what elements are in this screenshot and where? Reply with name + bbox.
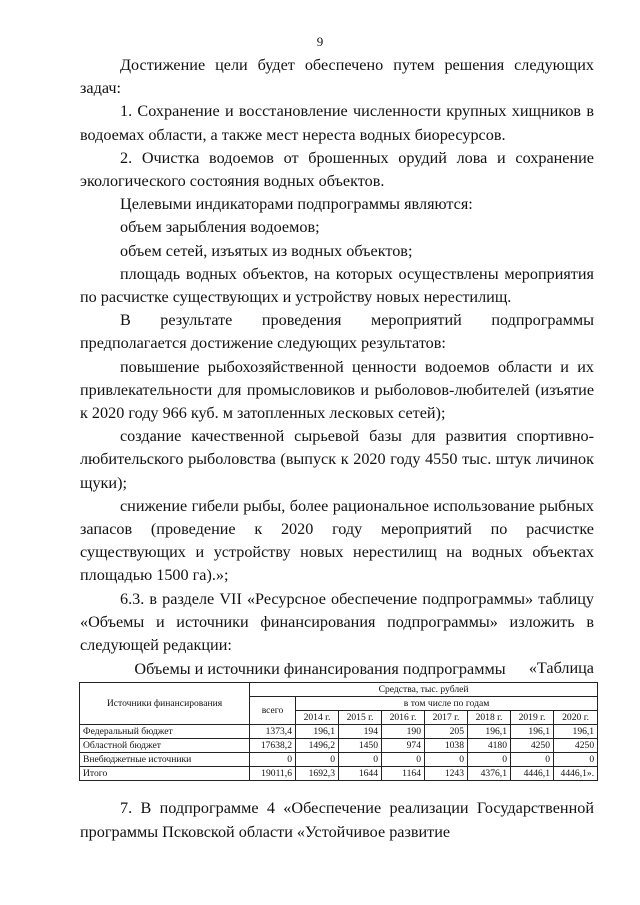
header-year: 2017 г. [425, 711, 468, 725]
header-total: всего [250, 697, 296, 725]
cell-value: 4376,1 [468, 767, 511, 781]
header-by-year: в том числе по годам [296, 697, 598, 711]
paragraph: 6.3. в разделе VII «Ресурсное обеспечение подпрограммы» таблицу «Объемы и источники финансирования подпрограммы» изложить в следующей редакции: [80, 589, 594, 655]
header-sources: Источники финансирования [80, 683, 250, 725]
cell-value: 4446,1». [554, 767, 598, 781]
cell-value: 190 [382, 725, 425, 739]
row-label: Федеральный бюджет [80, 725, 250, 739]
cell-total: 19011,6 [250, 767, 296, 781]
paragraph: объем сетей, изъятых из водных объектов; [120, 241, 413, 260]
cell-value: 1164 [382, 767, 425, 781]
table-caption: Объемы и источники финансирования подпрограммы [134, 660, 506, 678]
paragraph: площадь водных объектов, на которых осуществлены мероприятия по расчистке существующих и устройству новых нерестилищ. [80, 264, 594, 307]
header-funds: Средства, тыс. рублей [250, 683, 598, 697]
paragraph: повышение рыбохозяйственной ценности водоемов области и их привлекательности для промысловиков и рыболовов-любителей (изъятие к 2020 году 966 куб. м затопленных лесковых сетей); [80, 357, 594, 423]
paragraph: Целевыми индикаторами подпрограммы являются: [120, 195, 473, 214]
paragraph: Достижение цели будет обеспечено путем решения следующих задач: [80, 56, 594, 98]
paragraph: В результате проведения мероприятий подпрограммы предполагается достижение следующих результатов: [80, 311, 594, 353]
header-year: 2019 г. [511, 711, 554, 725]
paragraph: создание качественной сырьевой базы для развития спортивно-любительского рыболовства (выпуск к 2020 году 4550 тыс. штук личинок щуки); [80, 427, 594, 492]
cell-value: 196,1 [554, 725, 598, 739]
paragraph: снижение гибели рыбы, более рациональное использование рыбных запасов (проведение к 2020 году мероприятий по расчистке существующих и устройству новых нерестилищ на водных объектах площадью 1500 га).»; [80, 496, 594, 585]
header-year: 2014 г. [296, 711, 339, 725]
cell-value: 4250 [511, 739, 554, 753]
header-year: 2016 г. [382, 711, 425, 725]
table-row-total [80, 767, 598, 781]
paragraph: 2. Очистка водоемов от брошенных орудий лова и сохранение экологического состояния водных объектов. [80, 148, 594, 191]
cell-value: 4180 [468, 739, 511, 753]
cell-value: 0 [296, 753, 339, 767]
header-year: 2018 г. [468, 711, 511, 725]
table-row [80, 725, 598, 739]
paragraph: 1. Сохранение и восстановление численности крупных хищников в водоемах области, а также мест нереста водных биоресурсов. [80, 102, 594, 144]
cell-value: 4446,1 [511, 767, 554, 781]
table-row [80, 739, 598, 753]
cell-value: 196,1 [468, 725, 511, 739]
paragraph: объем зарыбления водоемов; [120, 218, 320, 237]
cell-total: 1373,4 [250, 725, 296, 739]
cell-value: 0 [382, 753, 425, 767]
page-number: 9 [316, 34, 324, 49]
financing-table [79, 682, 598, 781]
cell-value: 4250 [554, 739, 598, 753]
cell-value: 205 [425, 725, 468, 739]
row-label: Итого [80, 767, 250, 781]
cell-value: 0 [425, 753, 468, 767]
cell-value: 196,1 [296, 725, 339, 739]
document-body [80, 54, 594, 680]
cell-value: 1038 [425, 739, 468, 753]
cell-value: 194 [339, 725, 382, 739]
cell-value: 0 [511, 753, 554, 767]
row-label: Областной бюджет [80, 739, 250, 753]
paragraph-continuation: 7. В подпрограмме 4 «Обеспечение реализации Государственной программы Псковской области «Устойчивое развитие [80, 799, 594, 841]
cell-total: 17638,2 [250, 739, 296, 753]
cell-value: 0 [554, 753, 598, 767]
table-marker: «Таблица [528, 659, 594, 678]
cell-value: 0 [339, 753, 382, 767]
row-label: Внебюджетные источники [80, 753, 250, 767]
cell-total: 0 [250, 753, 296, 767]
table-row [80, 753, 598, 767]
cell-value: 974 [382, 739, 425, 753]
cell-value: 0 [468, 753, 511, 767]
cell-value: 1496,2 [296, 739, 339, 753]
cell-value: 1644 [339, 767, 382, 781]
header-year: 2020 г. [554, 711, 598, 725]
header-year: 2015 г. [339, 711, 382, 725]
cell-value: 1692,3 [296, 767, 339, 781]
cell-value: 1450 [339, 739, 382, 753]
cell-value: 196,1 [511, 725, 554, 739]
cell-value: 1243 [425, 767, 468, 781]
